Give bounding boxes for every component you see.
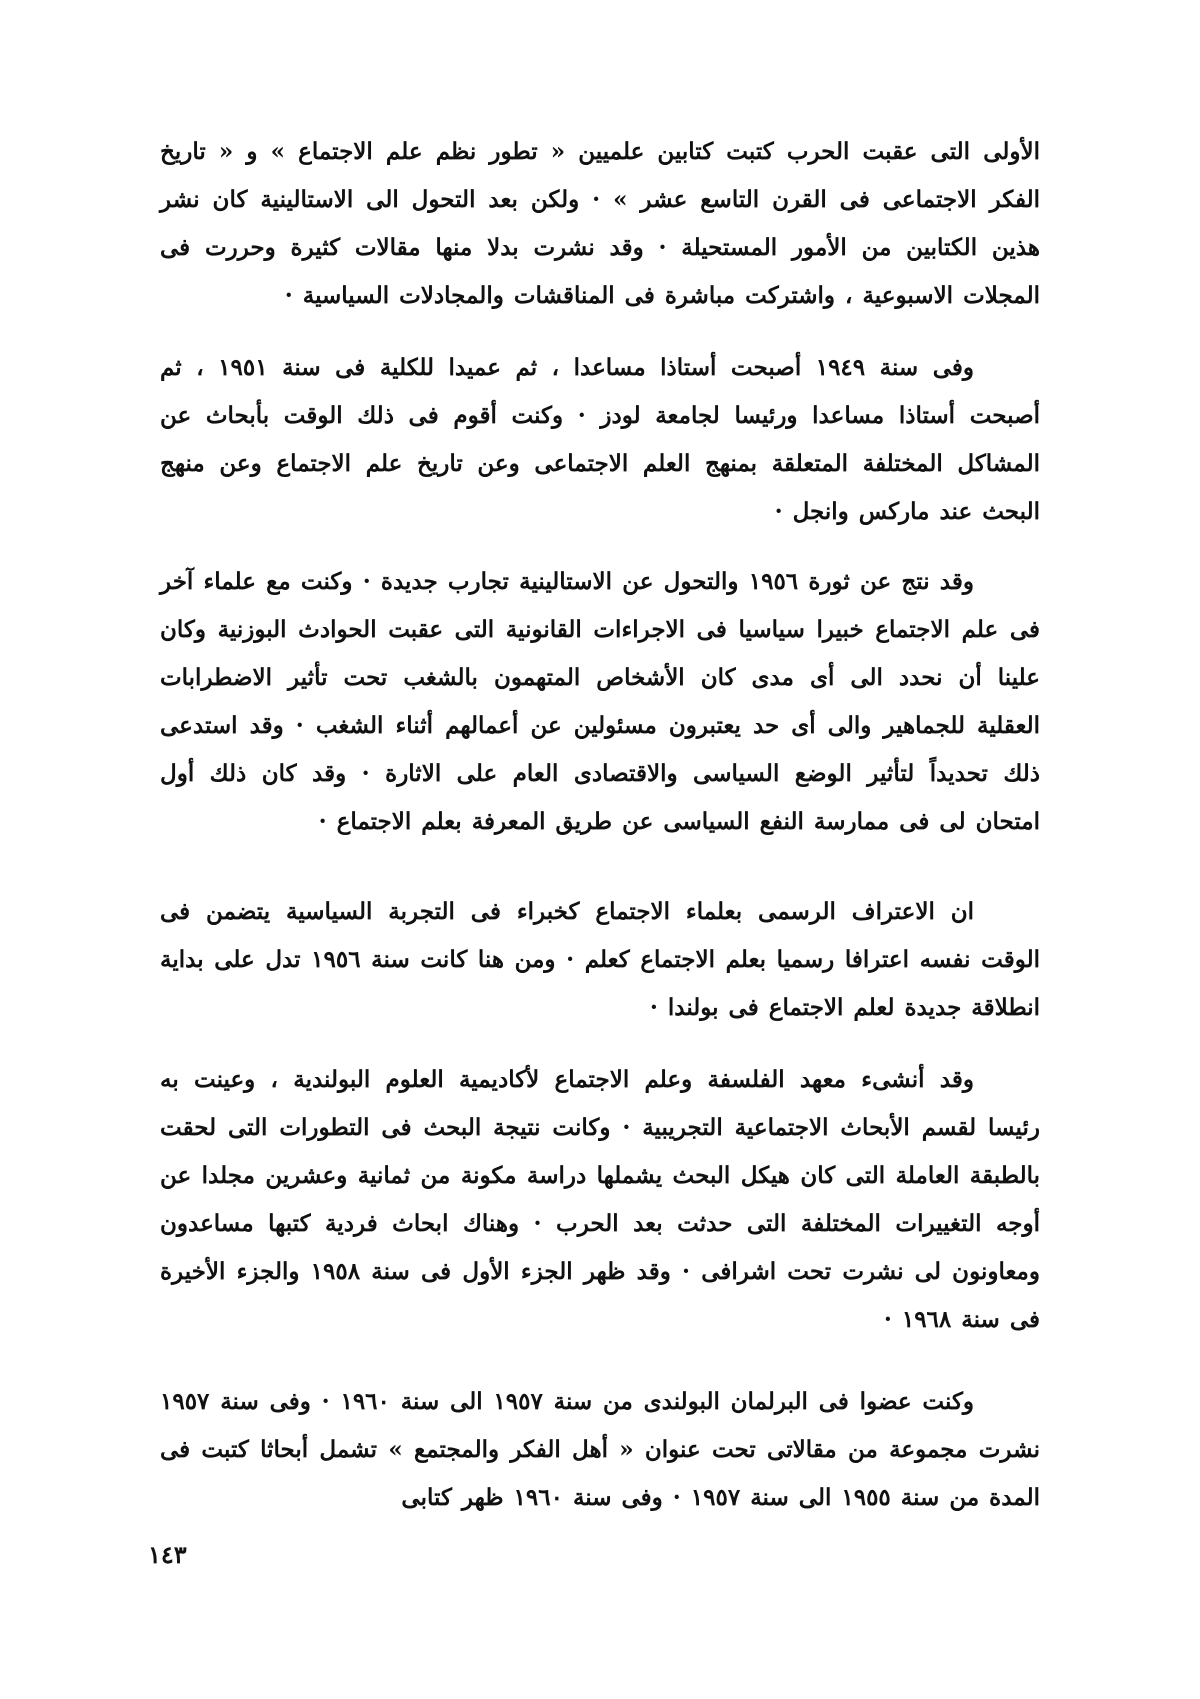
paragraph-4: ان الاعتراف الرسمى بعلماء الاجتماع كخبراء فى التجربة السياسية يتضمن فى الوقت نفسه اعترافا رسميا بعلم الاجتماع كعلم · ومن هنا كانت سنة ١٩٥٦ تدل على بداية انطلاقة جديدة لعلم الاجتماع فى بولندا · <box>160 898 1041 1021</box>
page-number: ١٤٣ <box>148 1540 187 1569</box>
paragraph-6: وكنت عضوا فى البرلمان البولندى من سنة ١٩٥٧ الى سنة ١٩٦٠ · وفى سنة ١٩٥٧ نشرت مجموعة من مقالاتى تحت عنوان « أهل الفكر والمجتمع » تشمل أبحاثا كتبت فى المدة من سنة ١٩٥٥ الى سنة ١٩٥٧ · وفى سنة ١٩٦٠ ظهر كتابى <box>160 1388 1040 1511</box>
paragraph-2: وفى سنة ١٩٤٩ أصبحت أستاذا مساعدا ، ثم عميدا للكلية فى سنة ١٩٥١ ، ثم أصبحت أستاذا مساعدا ورئيسا لجامعة لودز · وكنت أقوم فى ذلك الوقت بأبحاث عن المشاكل المختلفة المتعلقة بمنهج العلم الاجتماعى وعن تاريخ علم الاجتماع وعن منهج البحث عند ماركس وانجل · <box>160 354 1040 525</box>
body-text <box>160 128 1040 1522</box>
paragraph-5: وقد أنشىء معهد الفلسفة وعلم الاجتماع لأكاديمية العلوم البولندية ، وعينت به رئيسا لقسم الأبحاث الاجتماعية التجريبية · وكانت نتيجة البحث فى التطورات التى لحقت بالطبقة العاملة التى كان هيكل البحث يشملها دراسة مكونة من ثمانية وعشرين مجلدا عن أوجه التغييرات المختلفة التى حدثت بعد الحرب · وهناك ابحاث فردية كتبها مساعدون ومعاونون لى نشرت تحت اشرافى · وقد ظهر الجزء الأول فى سنة ١٩٥٨ والجزء الأخيرة فى سنة ١٩٦٨ · <box>160 1066 1040 1333</box>
paragraph-3: وقد نتج عن ثورة ١٩٥٦ والتحول عن الاستالينية تجارب جديدة · وكنت مع علماء آخر فى علم الاجتماع خبيرا سياسيا فى الاجراءات القانونية التى عقبت الحوادث البوزنية وكان علينا أن نحدد الى أى مدى كان الأشخاص المتهمون بالشغب تحت تأثير الاضطرابات العقلية للجماهير والى أى حد يعتبرون مسئولين عن أعمالهم أثناء الشغب · وقد استدعى ذلك تحديداً لتأثير الوضع السياسى والاقتصادى العام على الاثارة · وقد كان ذلك أول امتحان لى فى ممارسة النفع السياسى عن طريق المعرفة بعلم الاجتماع · <box>160 568 1040 835</box>
paragraph-1: الأولى التى عقبت الحرب كتبت كتابين علميين « تطور نظم علم الاجتماع » و « تاريخ الفكر الاجتماعى فى القرن التاسع عشر » · ولكن بعد التحول الى الاستالينية كان نشر هذين الكتابين من الأمور المستحيلة · وقد نشرت بدلا منها مقالات كثيرة وحررت فى المجلات الاسبوعية ، واشتركت مباشرة فى المناقشات والمجادلات السياسية · <box>160 138 1040 309</box>
